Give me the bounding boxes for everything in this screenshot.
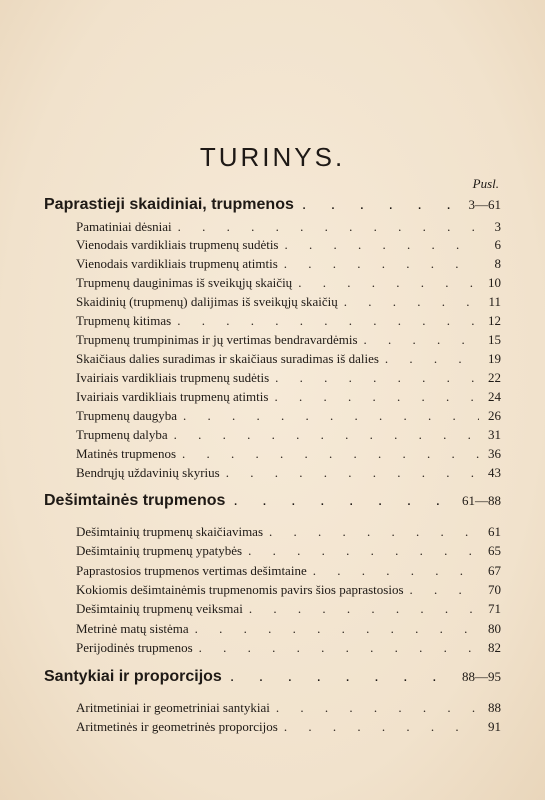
toc-entry: [76, 311, 501, 331]
entry-page: 6: [494, 237, 501, 252]
page-column-label: Pusl.: [472, 176, 499, 191]
dot-leader: [177, 406, 479, 426]
entry-page: 24: [488, 389, 501, 404]
toc-entry: [76, 599, 501, 619]
entry-label: Trupmenų kitimas: [76, 313, 172, 328]
toc-entry: [76, 717, 501, 737]
entry-label: Skaidinių (trupmenų) dalijimas iš sveikųjų skaičių: [76, 294, 338, 309]
dot-leader: [168, 425, 479, 445]
dot-leader: [193, 638, 479, 658]
entry-label: Trupmenų trumpinimas ir jų vertimas bendravardėmis: [76, 332, 358, 347]
entry-label: Aritmetiniai ir geometriniai santykiai: [76, 700, 270, 715]
dot-leader: [307, 561, 479, 581]
entry-page: 26: [488, 408, 501, 423]
section-pages: 88—95: [462, 669, 501, 684]
dot-leader: [172, 217, 479, 237]
dot-leader: [270, 698, 479, 718]
entry-label: Vienodais vardikliais trupmenų sudėtis: [76, 237, 279, 252]
toc-entry: [76, 368, 501, 388]
entry-page: 12: [488, 313, 501, 328]
dot-leader: [338, 292, 479, 312]
dot-leader: [279, 235, 480, 255]
section-title: Santykiai ir proporcijos: [44, 668, 222, 685]
entry-page: 10: [488, 275, 501, 290]
dot-leader: [404, 580, 479, 600]
entry-page: 61: [488, 524, 501, 539]
dot-leader: [176, 444, 479, 464]
entry-label: Kokiomis dešimtainėmis trupmenomis pavirs šios paprastosios: [76, 582, 404, 597]
toc-entry: [76, 387, 501, 407]
dot-leader: [278, 717, 479, 737]
dot-leader: [358, 330, 480, 350]
toc-entry: [76, 425, 501, 445]
entry-label: Dešimtainių trupmenų ypatybės: [76, 543, 243, 558]
entry-page: 36: [488, 446, 501, 461]
entry-label: Ivairiais vardikliais trupmenų atimtis: [76, 389, 269, 404]
toc-entry: [76, 273, 501, 293]
entry-label: Trupmenų dalyba: [76, 427, 168, 442]
entry-page: 82: [488, 640, 501, 655]
section-pages: 3—61: [468, 197, 501, 212]
entry-label: Vienodais vardikliais trupmenų atimtis: [76, 256, 278, 271]
entry-page: 67: [488, 563, 501, 578]
toc-entry: [76, 619, 501, 639]
dot-leader: [379, 349, 479, 369]
entry-label: Paprastosios trupmenos vertimas dešimtaine: [76, 563, 307, 578]
entry-label: Bendrųjų uždavinių skyrius: [76, 465, 220, 480]
section-title: Dešimtainės trupmenos: [44, 492, 226, 509]
entry-label: Perijodinės trupmenos: [76, 640, 193, 655]
entry-page: 43: [488, 465, 501, 480]
toc-entry: [76, 561, 501, 581]
dot-leader: [189, 619, 479, 639]
dot-leader: [222, 665, 462, 689]
dot-leader: [292, 273, 479, 293]
toc-entry: [76, 580, 501, 600]
toc-entry: [76, 541, 501, 561]
dot-leader: [263, 522, 479, 542]
entry-page: 31: [488, 427, 501, 442]
toc-entry: [76, 217, 501, 237]
entry-page: 11: [488, 294, 501, 309]
entry-page: 15: [488, 332, 501, 347]
entry-label: Dešimtainių trupmenų skaičiavimas: [76, 524, 264, 539]
page-title: TURINYS.: [199, 142, 346, 172]
entry-page: 22: [488, 370, 501, 385]
toc-entry: [76, 522, 501, 542]
toc-entry: [76, 638, 501, 658]
entry-label: Pamatiniai dėsniai: [76, 219, 172, 234]
entry-label: Dešimtainių trupmenų veiksmai: [76, 601, 243, 616]
entry-page: 70: [488, 582, 501, 597]
dot-leader: [294, 193, 469, 217]
section-title: Paprastieji skaidiniai, trupmenos: [44, 196, 294, 213]
dot-leader: [171, 311, 479, 331]
entry-label: Metrinė matų sistėma: [76, 621, 189, 636]
dot-leader: [278, 254, 479, 274]
entry-label: Matinės trupmenos: [76, 446, 177, 461]
toc-entry: [76, 463, 501, 483]
dot-leader: [220, 463, 479, 483]
toc-entry: [76, 292, 501, 312]
entry-page: 65: [488, 543, 501, 558]
section-heading: [44, 489, 501, 513]
section-pages: 61—88: [462, 493, 501, 508]
dot-leader: [243, 599, 479, 619]
section-heading: [44, 665, 501, 689]
toc-entry: [76, 349, 501, 369]
toc-entry: [76, 254, 501, 274]
entry-page: 8: [494, 256, 501, 271]
dot-leader: [242, 541, 479, 561]
dot-leader: [268, 387, 479, 407]
entry-page: 91: [488, 719, 501, 734]
entry-page: 88: [488, 700, 501, 715]
entry-label: Ivairiais vardikliais trupmenų sudėtis: [76, 370, 270, 385]
toc-entry: [76, 444, 501, 464]
toc-entry: [76, 330, 501, 350]
entry-page: 3: [494, 219, 501, 234]
entry-page: 80: [488, 621, 501, 636]
toc-entry: [76, 235, 501, 255]
entry-label: Trupmenų daugyba: [76, 408, 177, 423]
toc-entry: [76, 406, 501, 426]
toc-entry: [76, 698, 501, 718]
entry-page: 19: [488, 351, 501, 366]
dot-leader: [269, 368, 479, 388]
section-heading: [44, 193, 501, 217]
dot-leader: [225, 489, 462, 513]
entry-label: Skaičiaus dalies suradimas ir skaičiaus suradimas iš dalies: [76, 351, 379, 366]
entry-label: Aritmetinės ir geometrinės proporcijos: [76, 719, 278, 734]
entry-label: Trupmenų dauginimas iš sveikųjų skaičių: [76, 275, 293, 290]
entry-page: 71: [488, 601, 501, 616]
